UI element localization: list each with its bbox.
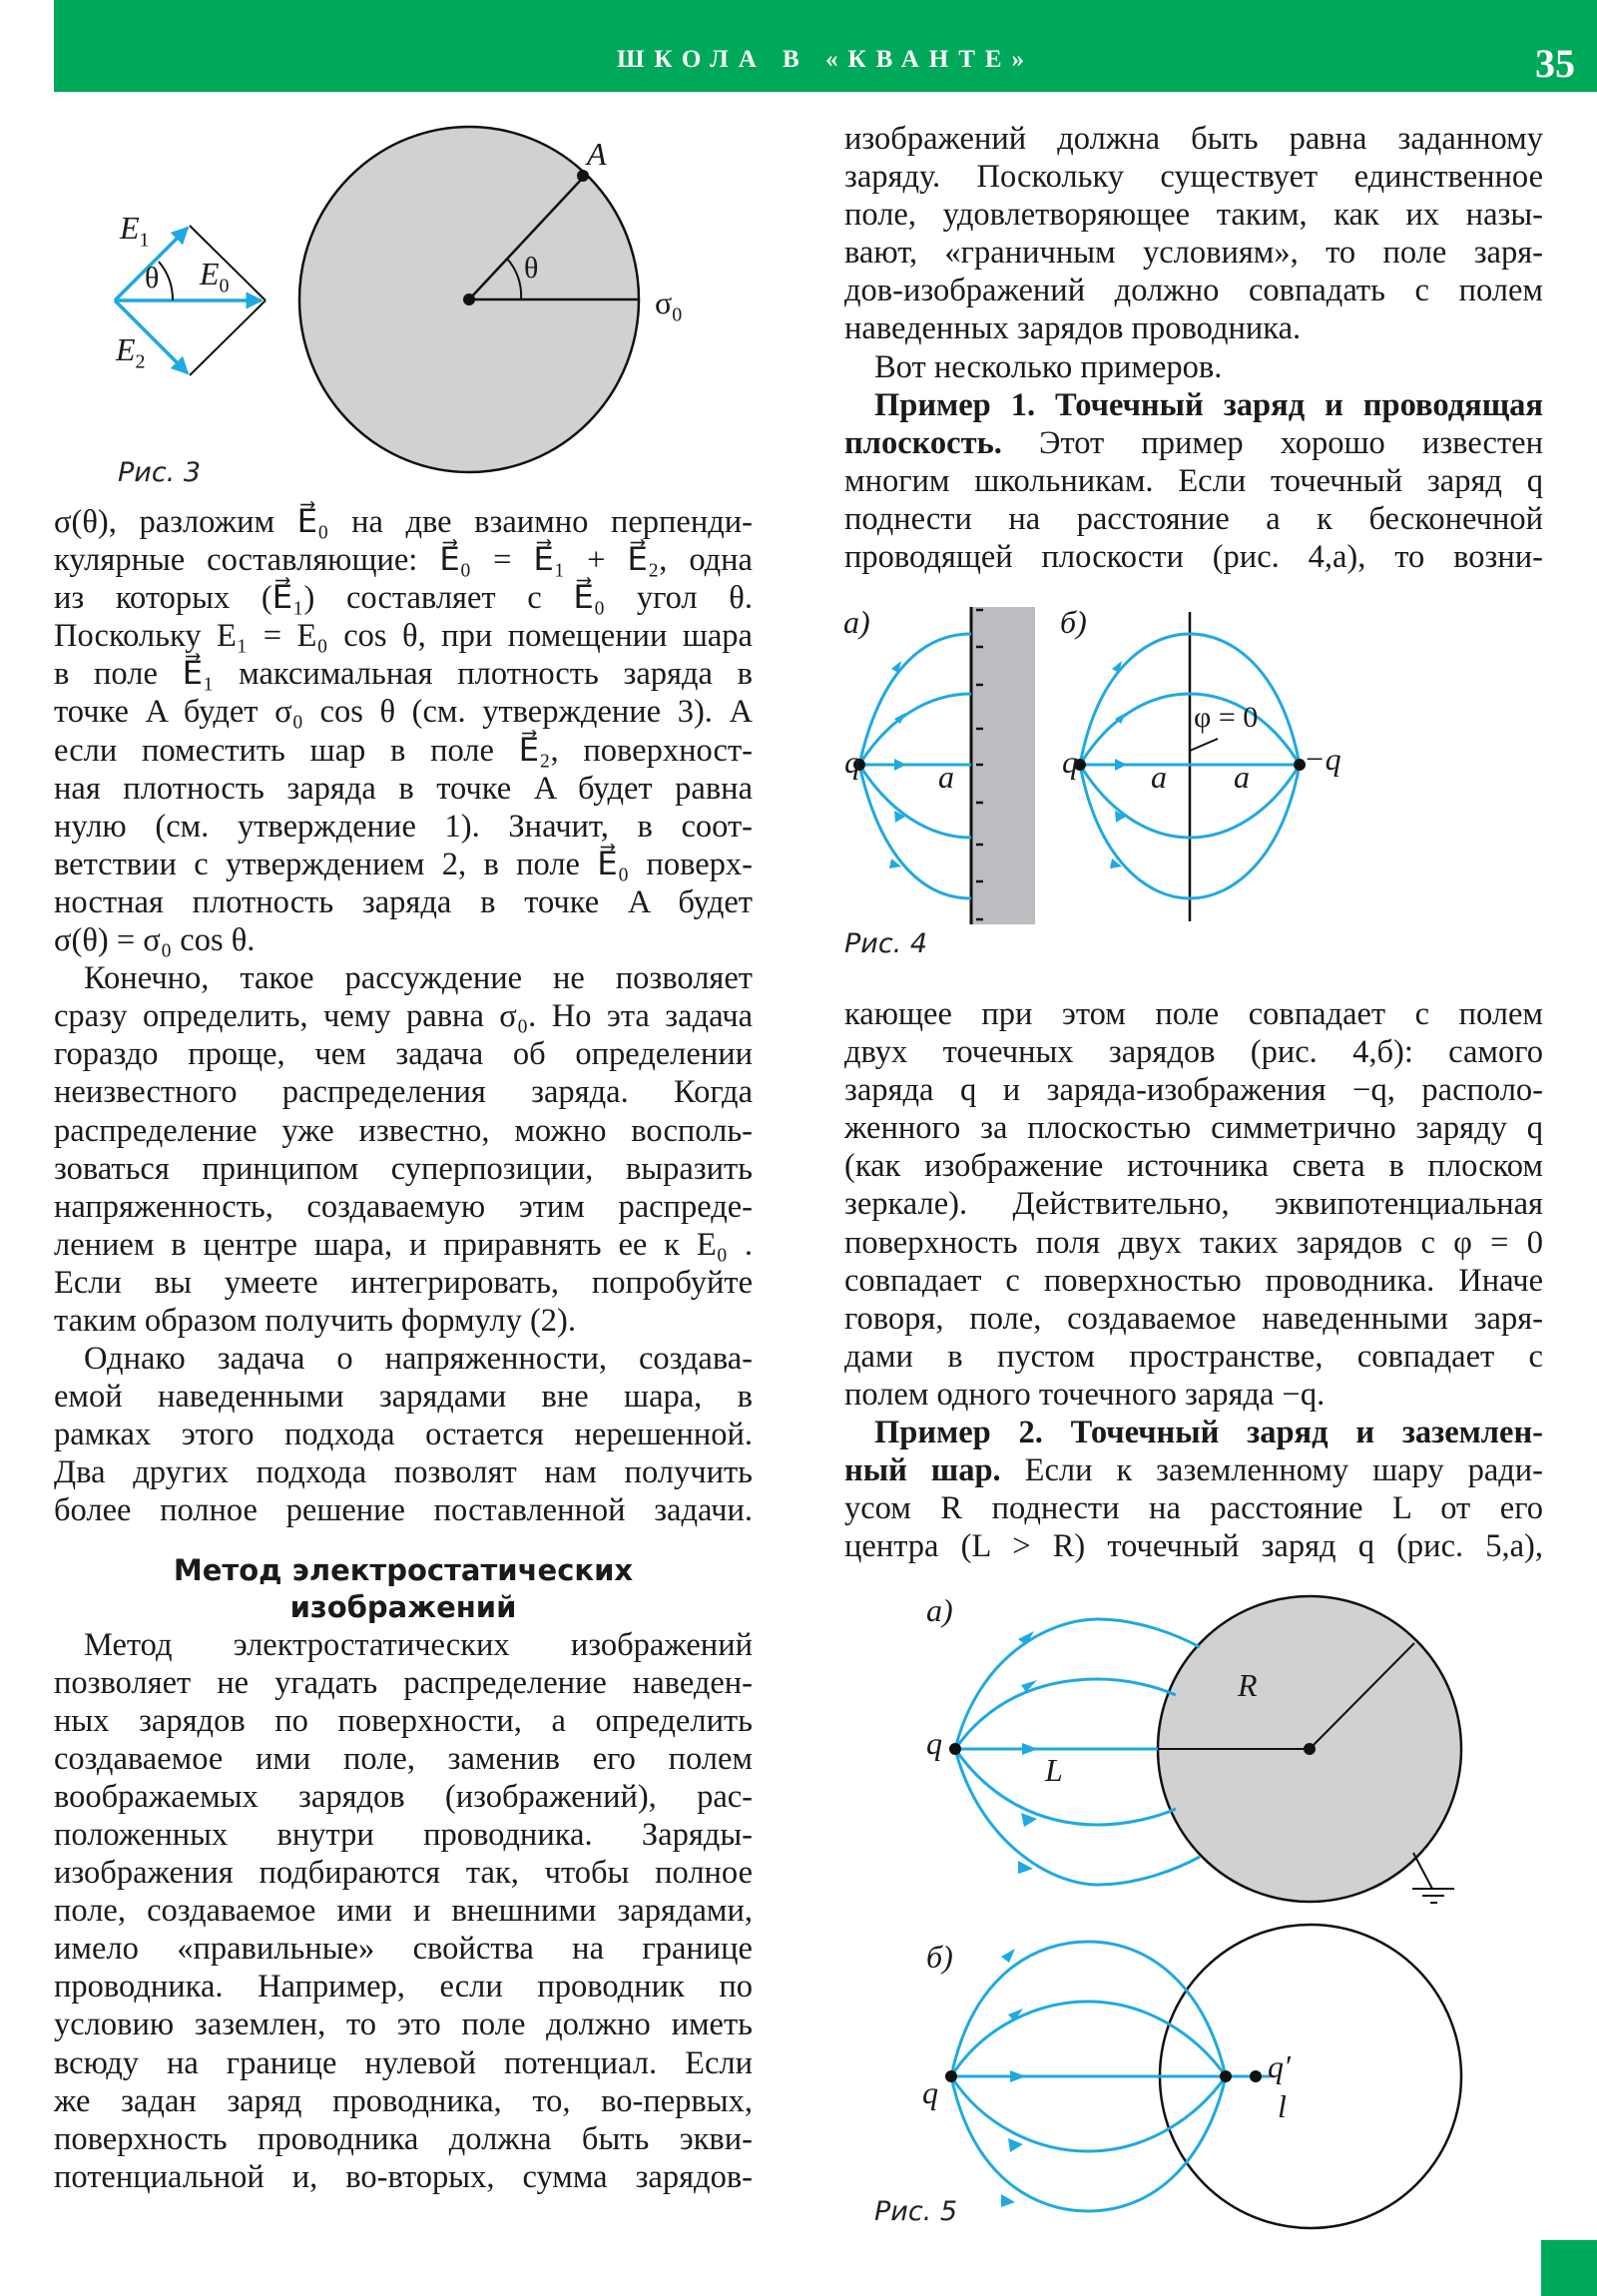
text-line: кулярные составляющие: E⃗₀ = E⃗₁ + E⃗₂, одна (54, 542, 753, 579)
section-heading-line: Метод электростатических (173, 1552, 634, 1587)
fig5a-label-q: q (926, 1725, 942, 1761)
fig4b-label-a1: a (1151, 759, 1167, 795)
text-line: σ(θ), разложим E⃗₀ на две взаимно перпенди- (54, 504, 753, 540)
figure-5-sphere-diagram (858, 1577, 1557, 2296)
fig4a-label-a: a (938, 759, 954, 795)
text-line: Вот несколько примеров. (874, 348, 1223, 385)
text-line: воображаемых зарядов (изображений), рас- (54, 1778, 753, 1815)
text-line: точке A будет σ₀ cos θ (см. утверждение 3). А (54, 694, 753, 731)
fig3-label-theta-circle: θ (524, 252, 539, 285)
text-line: таким образом получить формулу (2). (54, 1302, 576, 1339)
text-line: σ(θ) = σ₀ cos θ. (54, 922, 256, 959)
text-line: Однако задача о напряженности, создава- (84, 1341, 753, 1378)
right-column-top (844, 120, 1543, 576)
text-line: создаваемое ими поле, заменив его полем (54, 1740, 753, 1777)
text-line: заряду. Поскольку существует единственное (844, 159, 1543, 196)
text-line: нулю (см. утверждение 1). Значит, в соот- (54, 808, 753, 845)
fig3-label-E0: $E_0$ (200, 256, 230, 297)
fig4a-panel-label: а) (843, 604, 870, 640)
fig5a-label-R: R (1238, 1667, 1258, 1703)
text-line: проводящей плоскости (рис. 4,а), то возни- (844, 539, 1543, 576)
text-line: Два других подхода позволят нам получить (54, 1454, 753, 1491)
text-line: кающее при этом поле совпадает с полем (844, 996, 1543, 1032)
page-corner-marker (1541, 2240, 1597, 2296)
fig5b-label-l: l (1278, 2088, 1287, 2124)
text-line: полем одного точечного заряда −q. (844, 1376, 1326, 1413)
text-line: поле, создаваемое ими и внешними зарядами, (54, 1893, 753, 1930)
example-1-title-text: плоскость. (844, 424, 1002, 461)
fig4b-label-q: q (1062, 744, 1078, 780)
right-column-bottom (844, 995, 1543, 1565)
text-line: зеркале). Действительно, эквипотенциальная (844, 1186, 1543, 1223)
fig5a-label-L: L (1045, 1752, 1063, 1788)
text-line: напряженность, создаваемую этим распреде- (54, 1188, 753, 1225)
fig4b-label-minus-q: −q (1304, 741, 1341, 777)
page-number: 35 (1535, 41, 1575, 86)
example-2-title-text: Пример 2. Точечный заряд и заземлен- (874, 1415, 1543, 1451)
text-line: дов-изображений должно совпадать с полем (844, 273, 1543, 309)
text-line: потенциальной и, во-вторых, сумма зарядов- (54, 2158, 753, 2195)
text-line: если поместить шар в поле E⃗₂, поверхност- (54, 732, 753, 769)
text-line: проводника. Например, если проводник по (54, 1969, 753, 2006)
fig3-label-sigma0: $\sigma_0$ (655, 285, 683, 326)
text-line: Метод электростатических изображений (84, 1626, 753, 1663)
paragraph-superposition (54, 959, 753, 1340)
example-2-title (844, 1414, 1543, 1451)
text-line: лением в центре шара, и приравнять ее к E₀ . (54, 1226, 753, 1263)
text-line: Конечно, такое рассуждение не позволяет (84, 960, 753, 997)
text-line: усом R поднести на расстояние L от его (844, 1490, 1543, 1527)
fig4b-label-phi: φ = 0 (1194, 701, 1259, 734)
text-line: изображений должна быть равна заданному (844, 121, 1543, 157)
text-line: поднести на расстояние a к бесконечной (844, 500, 1543, 537)
fig4b-panel-label: б) (1060, 604, 1087, 640)
text-line (844, 424, 1543, 462)
text-line: Поскольку E₁ = E₀ cos θ, при помещении шара (54, 618, 753, 655)
example-1-title (844, 386, 1543, 424)
text-line: ных зарядов по поверхности, а определить (54, 1702, 753, 1739)
fig4b-label-a2: a (1234, 759, 1250, 795)
text-line: поверхность поля двух таких зарядов с φ = 0 (844, 1224, 1543, 1261)
text-line: заряда q и заряда-изображения −q, располо- (844, 1072, 1543, 1109)
text-line: ностная плотность заряда в точке A будет (54, 883, 753, 920)
text-line: имело «правильные» свойства на границе (54, 1931, 753, 1968)
text-line: поверхность проводника должна быть экви- (54, 2120, 753, 2157)
text-line: ветствии с утверждением 2, в поле E⃗₀ поверх- (54, 846, 753, 882)
text-line: вают, «граничным условиям», то поле заря- (844, 235, 1543, 272)
text-line: совпадает с поверхностью проводника. Иначе (844, 1262, 1543, 1299)
fig3-label-E2: $E_2$ (116, 331, 146, 373)
section-title: ШКОЛА В «КВАНТЕ» (616, 46, 1035, 73)
text-line: гораздо проще, чем задача об определении (54, 1036, 753, 1073)
fig3-label-A: A (587, 136, 607, 172)
text-line: положенных внутри проводника. Заряды- (54, 1817, 753, 1853)
figure-5-caption: Рис. 5 (874, 2196, 958, 2227)
left-column (54, 503, 753, 2196)
paragraph-decomposition (54, 503, 753, 959)
text-fragment: Если к заземленному шару ради- (1000, 1452, 1543, 1489)
fig5b-label-q-prime: q′ (1268, 2048, 1291, 2084)
text-line: распределение уже известно, можно восполь- (54, 1112, 753, 1149)
text-line: дами в пустом пространстве, совпадает с (844, 1338, 1543, 1375)
text-line: неизвестного распределения заряда. Когда (54, 1074, 753, 1111)
text-line: говоря, поле, создаваемое наведенными заря- (844, 1300, 1543, 1337)
text-fragment: Этот пример хорошо известен (1001, 424, 1543, 461)
text-line: всюду на границе нулевой потенциал. Если (54, 2044, 753, 2081)
fig5b-panel-label: б) (926, 1939, 953, 1975)
text-line: в поле E⃗₁ максимальная плотность заряда в (54, 656, 753, 693)
text-line: изображения подбираются так, чтобы полное (54, 1855, 753, 1892)
text-line: наведенных зарядов проводника. (844, 310, 1302, 347)
text-line: из которых (E⃗₁) составляет с E⃗₀ угол θ. (54, 580, 753, 617)
figure-4-caption: Рис. 4 (844, 928, 928, 959)
text-line: условию заземлен, то это поле должно иметь (54, 2007, 753, 2043)
paragraph-image-method (54, 1626, 753, 2196)
text-line: Если вы умеете интегрировать, попробуйте (54, 1264, 753, 1301)
fig4a-label-q: q (844, 744, 860, 780)
fig3-label-theta-left: θ (145, 262, 160, 294)
text-line: многим школьникам. Если точечный заряд q (844, 462, 1543, 499)
text-line: ная плотность заряда в точке A будет равна (54, 770, 753, 807)
text-line: поле, удовлетворяющее таким, как их назы- (844, 197, 1543, 234)
example-1-title-text: Пример 1. Точечный заряд и проводящая (874, 386, 1543, 423)
text-line: более полное решение поставленной задачи. (54, 1492, 753, 1529)
text-line: емой наведенными зарядами вне шара, в (54, 1379, 753, 1416)
paragraph-unsolved (54, 1340, 753, 1529)
text-line: позволяет не угадать распределение наведен- (54, 1664, 753, 1701)
example-2-title-text: ный шар. (844, 1452, 1001, 1489)
text-line: женного за плоскостью симметрично заряду q (844, 1110, 1543, 1147)
text-line: зоваться принципом суперпозиции, выразить (54, 1150, 753, 1187)
text-line: сразу определить, чему равна σ₀. Но эта задача (54, 998, 753, 1035)
fig3-label-E1: $E_1$ (120, 210, 150, 252)
fig5a-panel-label: а) (926, 1592, 953, 1628)
text-line: двух точечных зарядов (рис. 4,б): самого (844, 1034, 1543, 1071)
section-heading-line: изображений (289, 1589, 517, 1624)
figure-3-caption: Рис. 3 (118, 457, 202, 488)
text-line (844, 1451, 1543, 1489)
text-line: рамках этого подхода остается нерешенной. (54, 1417, 753, 1453)
section-heading (54, 1552, 753, 1626)
text-line: центра (L > R) точечный заряд q (рис. 5,а), (844, 1528, 1543, 1565)
fig5b-label-q: q (922, 2074, 938, 2110)
text-line: (как изображение источника света в плоском (844, 1148, 1543, 1185)
text-line: же задан заряд проводника, то, во-первых, (54, 2082, 753, 2119)
